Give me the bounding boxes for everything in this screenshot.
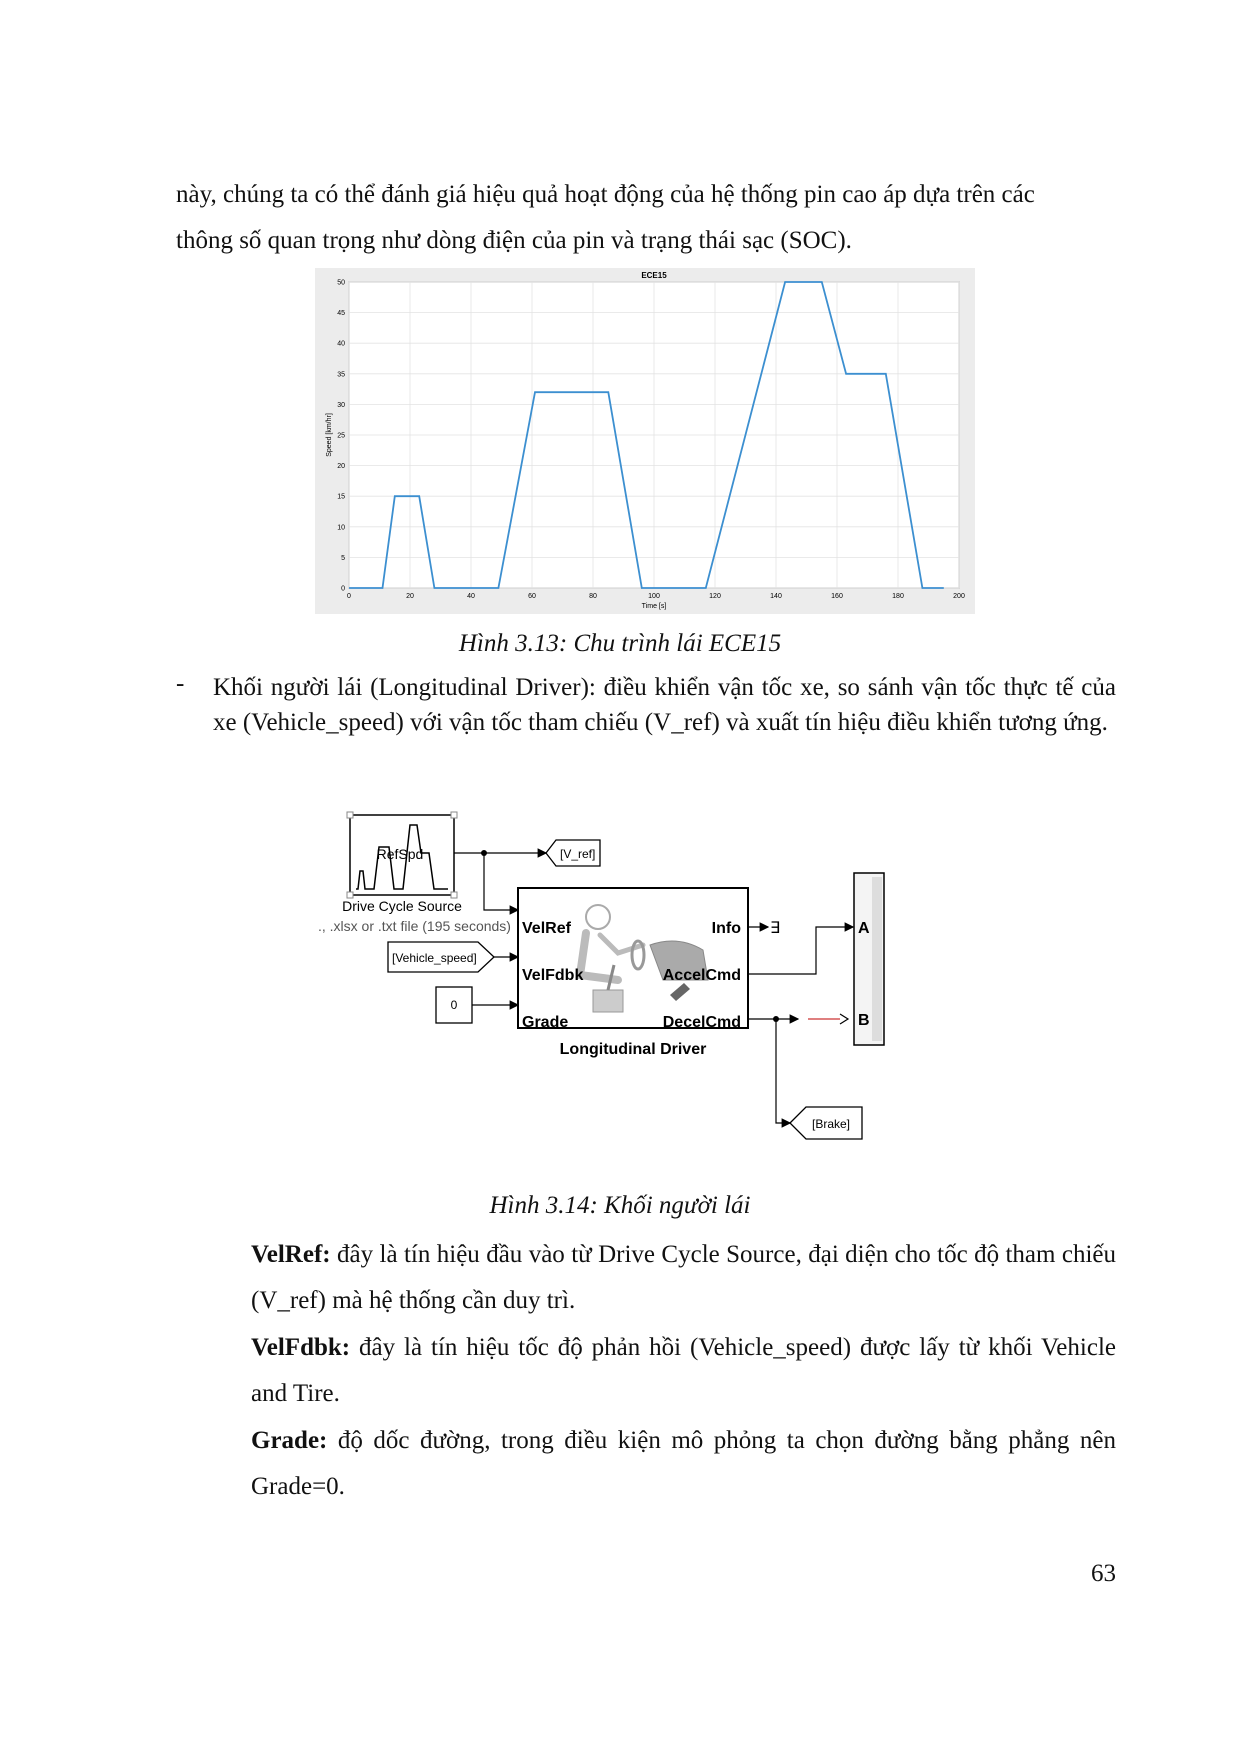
chart-ytick-label: 0	[341, 585, 345, 593]
def-grade-term: Grade:	[251, 1427, 328, 1454]
intro-paragraph	[176, 172, 1116, 264]
goto-brake-tag[interactable]	[790, 1107, 862, 1139]
driver-block-name: Longitudinal Driver	[559, 1041, 707, 1058]
from-vehicle-speed-tag[interactable]	[388, 942, 494, 972]
chart-ytick-label: 25	[337, 432, 345, 440]
def-velfdbk	[251, 1325, 1116, 1417]
def-velref-text: đây là tín hiệu đầu vào từ Drive Cycle Source, đại diện cho tốc độ tham chiếu (V_ref) mà hệ thống cần duy trì.	[251, 1241, 1116, 1314]
source-block-subtitle: ., .xlsx or .txt file (195 seconds)	[318, 918, 511, 934]
chart-ytick-label: 45	[337, 310, 345, 318]
source-block-name: Drive Cycle Source	[342, 898, 462, 914]
goto-vref-tag[interactable]	[546, 840, 600, 866]
chart-xtick-label: 100	[648, 593, 660, 600]
page-number: 63	[1091, 1560, 1116, 1587]
chart-xtick-label: 140	[770, 593, 782, 600]
bullet-dash: -	[176, 670, 185, 697]
chart-xtick-label: 120	[709, 593, 721, 600]
chart-title: ECE15	[641, 271, 667, 280]
chart-ytick-label: 10	[337, 524, 345, 532]
port-decelcmd: DecelCmd	[662, 1014, 741, 1031]
selection-handle[interactable]	[347, 812, 353, 818]
next-port-a: A	[858, 920, 870, 937]
bullet-text: Khối người lái (Longitudinal Driver): điều khiển vận tốc xe, so sánh vận tốc thực tế của xe (Vehicle_speed) với vận tốc tham chiếu (V_ref) và xuất tín hiệu điều khiển tương ứng.	[213, 674, 1116, 736]
def-grade-text: độ dốc đường, trong điều kiện mô phỏng ta chọn đường bằng phẳng nên Grade=0.	[251, 1427, 1116, 1500]
def-velfdbk-term: VelFdbk:	[251, 1334, 351, 1361]
terminator-icon: ∃	[770, 920, 781, 937]
next-port-b: B	[858, 1012, 870, 1029]
constant-block[interactable]	[436, 987, 472, 1023]
selection-handle[interactable]	[451, 812, 457, 818]
def-grade	[251, 1418, 1116, 1510]
from-vehicle-speed-label: [Vehicle_speed]	[392, 951, 477, 965]
chart-xtick-label: 200	[953, 593, 965, 600]
next-block-partial[interactable]	[854, 873, 884, 1045]
ece15-chart	[315, 268, 975, 614]
def-velref-term: VelRef:	[251, 1241, 331, 1268]
chart-ylabel: Speed [km/hr]	[326, 413, 333, 457]
chart-xtick-label: 60	[528, 593, 536, 600]
drive-cycle-source-block[interactable]	[347, 812, 457, 898]
source-output-label: RefSpd	[376, 846, 424, 862]
chart-ytick-label: 5	[341, 554, 345, 562]
port-velfdbk: VelFdbk	[522, 967, 584, 984]
chart-xtick-label: 40	[467, 593, 475, 600]
figure-3-13-caption: Hình 3.13: Chu trình lái ECE15	[458, 630, 782, 657]
chart-xtick-label: 180	[892, 593, 904, 600]
port-info: Info	[711, 920, 741, 937]
chart-ytick-label: 20	[337, 463, 345, 471]
def-velfdbk-text: đây là tín hiệu tốc độ phản hồi (Vehicle_speed) được lấy từ khối Vehicle and Tire.	[251, 1334, 1116, 1407]
port-accelcmd: AccelCmd	[662, 967, 741, 984]
chart-ytick-label: 15	[337, 493, 345, 501]
longitudinal-driver-block[interactable]	[518, 888, 748, 1031]
chart-ytick-label: 30	[337, 401, 345, 409]
port-grade: Grade	[522, 1014, 569, 1031]
figure-3-14-caption: Hình 3.14: Khối người lái	[489, 1192, 751, 1219]
intro-line-1: này, chúng ta có thể đánh giá hiệu quả hoạt động của hệ thống pin cao áp dựa trên các	[176, 181, 1035, 208]
chart-xtick-label: 0	[347, 593, 351, 600]
def-velref	[251, 1232, 1116, 1324]
chart-ytick-label: 40	[337, 340, 345, 348]
goto-vref-label: [V_ref]	[560, 847, 596, 861]
chart-xtick-label: 80	[589, 593, 597, 600]
chart-xtick-label: 20	[406, 593, 414, 600]
intro-line-2: thông số quan trọng như dòng điện của pin và trạng thái sạc (SOC).	[176, 227, 852, 254]
chart-ytick-label: 35	[337, 371, 345, 379]
chart-xlabel: Time [s]	[641, 603, 667, 610]
longitudinal-driver-diagram	[318, 805, 978, 1165]
chart-xtick-label: 160	[831, 593, 843, 600]
goto-brake-label: [Brake]	[812, 1117, 851, 1131]
port-velref: VelRef	[522, 920, 571, 937]
chart-ytick-label: 50	[337, 279, 345, 287]
constant-value: 0	[450, 998, 458, 1012]
